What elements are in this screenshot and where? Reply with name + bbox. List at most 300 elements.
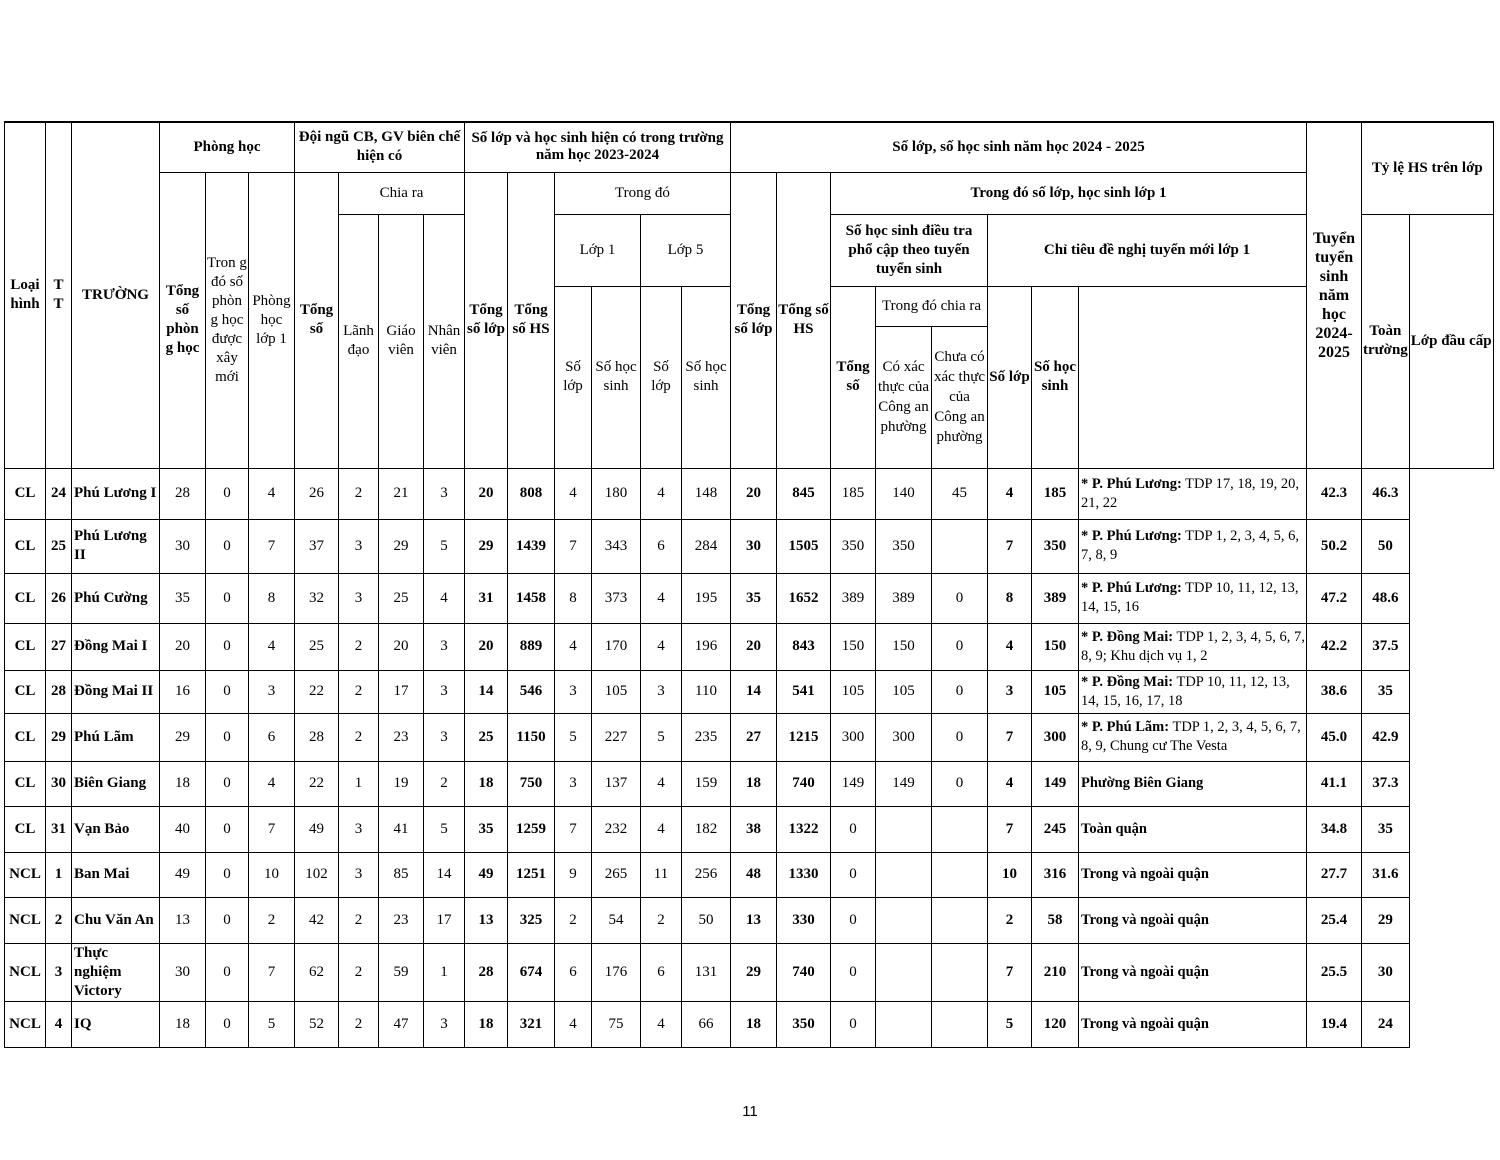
group-trong-do-chia-ra: Trong đó chia ra: [876, 286, 988, 326]
cell-ty-le-lop-dau-cap: 29: [1362, 897, 1410, 943]
col-truong: TRƯỜNG: [72, 122, 160, 468]
cell-value: 227: [592, 713, 641, 761]
cell-value: 14: [731, 670, 777, 713]
route-area-name: Trong và ngoài quận: [1081, 911, 1209, 928]
cell-value: 0: [206, 1001, 249, 1047]
cell-value: 1251: [508, 852, 555, 897]
cell-value: 1: [424, 943, 465, 1001]
table-row: [5, 573, 1494, 623]
cell-ty-le-lop-dau-cap: 35: [1362, 806, 1410, 852]
cell-value: 0: [206, 761, 249, 806]
col-tong-so-hs-2024: Tổng số HS: [777, 172, 831, 468]
cell-value: 0: [206, 943, 249, 1001]
cell-value: 1458: [508, 573, 555, 623]
cell-value: 0: [831, 1001, 876, 1047]
cell-value: 2: [988, 897, 1032, 943]
cell-ty-le-lop-dau-cap: 46.3: [1362, 468, 1410, 519]
cell-ty-le-lop-dau-cap: 48.6: [1362, 573, 1410, 623]
cell-value: 105: [831, 670, 876, 713]
table-row: [5, 897, 1494, 943]
cell-value: 2: [555, 897, 592, 943]
cell-value: [932, 943, 988, 1001]
cell-value: 321: [508, 1001, 555, 1047]
cell-value: 159: [682, 761, 731, 806]
cell-value: 265: [592, 852, 641, 897]
cell-value: 196: [682, 623, 731, 670]
cell-value: 5: [249, 1001, 295, 1047]
col-phong-xay-moi: Tron g đó số phòn g học được xây mới: [206, 172, 249, 468]
table-row: [5, 761, 1494, 806]
table-row: [5, 468, 1494, 519]
col-giao-vien: Giáo viên: [379, 214, 424, 468]
col-toan-truong: Toàn trường: [1362, 214, 1410, 468]
cell-value: 23: [379, 897, 424, 943]
col-lop-dau-cap: Lớp đầu cấp: [1409, 214, 1493, 468]
cell-value: 3: [424, 713, 465, 761]
cell-value: 350: [831, 519, 876, 573]
cell-value: [932, 897, 988, 943]
cell-value: 4: [988, 623, 1032, 670]
cell-value: 85: [379, 852, 424, 897]
cell-value: 0: [206, 623, 249, 670]
cell-value: 58: [1032, 897, 1079, 943]
table-row: [5, 806, 1494, 852]
cell-value: 20: [731, 468, 777, 519]
cell-ty-le-lop-dau-cap: 35: [1362, 670, 1410, 713]
table-row: [5, 623, 1494, 670]
cell-value: 0: [932, 623, 988, 670]
cell-tuyen-tuyen-sinh: [1079, 519, 1307, 573]
cell-value: 105: [876, 670, 932, 713]
cell-value: 373: [592, 573, 641, 623]
cell-ty-le-toan-truong: 42.3: [1307, 468, 1362, 519]
cell-value: 14: [465, 670, 508, 713]
cell-value: 1505: [777, 519, 831, 573]
cell-value: 7: [249, 943, 295, 1001]
col-tong-so-lop-2023: Tổng số lớp: [465, 172, 508, 468]
cell-truong: Thực nghiệm Victory: [72, 943, 160, 1001]
cell-value: 25: [379, 573, 424, 623]
cell-value: 0: [206, 806, 249, 852]
cell-value: 1215: [777, 713, 831, 761]
cell-value: 750: [508, 761, 555, 806]
cell-value: 674: [508, 943, 555, 1001]
cell-value: 2: [339, 623, 379, 670]
cell-value: 5: [555, 713, 592, 761]
group-trong-do-lop1: Trong đó số lớp, học sinh lớp 1: [831, 172, 1307, 214]
cell-truong: Phú Lương II: [72, 519, 160, 573]
cell-value: 20: [731, 623, 777, 670]
cell-value: 105: [1032, 670, 1079, 713]
col-tong-so-lop-2024: Tổng số lớp: [731, 172, 777, 468]
cell-tt: 3: [46, 943, 72, 1001]
cell-truong: Phú Lương I: [72, 468, 160, 519]
cell-value: 0: [932, 713, 988, 761]
cell-value: 42: [295, 897, 339, 943]
cell-value: 31: [465, 573, 508, 623]
cell-value: 18: [465, 1001, 508, 1047]
cell-ty-le-toan-truong: 27.7: [1307, 852, 1362, 897]
cell-value: 3: [988, 670, 1032, 713]
cell-value: 49: [465, 852, 508, 897]
cell-value: 4: [988, 761, 1032, 806]
col-phong-hoc-lop1: Phòng học lớp 1: [249, 172, 295, 468]
route-area-name: * P. Phú Lương:: [1081, 580, 1182, 596]
cell-value: 0: [206, 713, 249, 761]
cell-value: 389: [1032, 573, 1079, 623]
table-row: [5, 943, 1494, 1001]
cell-value: 20: [379, 623, 424, 670]
cell-value: 110: [682, 670, 731, 713]
cell-value: 3: [339, 573, 379, 623]
cell-value: 7: [988, 943, 1032, 1001]
cell-value: 343: [592, 519, 641, 573]
cell-value: 54: [592, 897, 641, 943]
cell-value: 0: [831, 897, 876, 943]
cell-value: 16: [160, 670, 206, 713]
cell-loai-hinh: CL: [5, 623, 46, 670]
cell-value: 4: [555, 468, 592, 519]
cell-value: 3: [424, 1001, 465, 1047]
cell-tuyen-tuyen-sinh: [1079, 943, 1307, 1001]
route-area-name: * P. Phú Lương:: [1081, 528, 1182, 544]
cell-value: 29: [160, 713, 206, 761]
cell-value: 1259: [508, 806, 555, 852]
cell-value: 843: [777, 623, 831, 670]
cell-value: 149: [831, 761, 876, 806]
cell-value: 28: [295, 713, 339, 761]
group-lop5: Lớp 5: [641, 214, 731, 286]
cell-value: 30: [160, 943, 206, 1001]
cell-ty-le-toan-truong: 41.1: [1307, 761, 1362, 806]
cell-value: 2: [339, 468, 379, 519]
cell-value: 316: [1032, 852, 1079, 897]
cell-tt: 1: [46, 852, 72, 897]
cell-value: 180: [592, 468, 641, 519]
route-area-name: * P. Phú Lãm:: [1081, 719, 1170, 735]
cell-value: 0: [206, 852, 249, 897]
route-area-name: Trong và ngoài quận: [1081, 866, 1209, 882]
cell-ty-le-toan-truong: 34.8: [1307, 806, 1362, 852]
cell-value: 0: [932, 573, 988, 623]
col-tong-so-phong-hoc: Tổng số phòn g học: [160, 172, 206, 468]
cell-value: 7: [988, 713, 1032, 761]
cell-value: 185: [831, 468, 876, 519]
cell-value: 48: [731, 852, 777, 897]
col-so-lop-chi-tieu: Số lớp: [988, 286, 1032, 468]
cell-value: 389: [831, 573, 876, 623]
cell-truong: Đồng Mai II: [72, 670, 160, 713]
col-so-lop-lop1: Số lớp: [555, 286, 592, 468]
cell-value: 330: [777, 897, 831, 943]
cell-truong: Phú Cường: [72, 573, 160, 623]
cell-value: 740: [777, 943, 831, 1001]
cell-value: 182: [682, 806, 731, 852]
cell-value: 8: [249, 573, 295, 623]
cell-value: 149: [876, 761, 932, 806]
cell-tt: 29: [46, 713, 72, 761]
cell-value: 47: [379, 1001, 424, 1047]
cell-tuyen-tuyen-sinh: [1079, 573, 1307, 623]
cell-tuyen-tuyen-sinh: [1079, 852, 1307, 897]
cell-value: 6: [555, 943, 592, 1001]
cell-value: 22: [295, 761, 339, 806]
cell-tt: 31: [46, 806, 72, 852]
cell-value: 4: [641, 1001, 682, 1047]
cell-value: 3: [424, 670, 465, 713]
cell-value: 52: [295, 1001, 339, 1047]
route-area-name: * P. Phú Lương:: [1081, 475, 1182, 492]
route-details: TDP 10, 11, 12, 13, 14, 15, 16: [1081, 580, 1299, 615]
group-chia-ra: Chia ra: [339, 172, 465, 214]
cell-value: [876, 1001, 932, 1047]
route-area-name: Trong và ngoài quận: [1081, 1015, 1209, 1032]
cell-value: 30: [731, 519, 777, 573]
cell-loai-hinh: NCL: [5, 852, 46, 897]
cell-tuyen-tuyen-sinh: [1079, 623, 1307, 670]
cell-value: 3: [249, 670, 295, 713]
cell-value: 75: [592, 1001, 641, 1047]
cell-ty-le-lop-dau-cap: 50: [1362, 519, 1410, 573]
cell-value: 17: [424, 897, 465, 943]
cell-value: [876, 806, 932, 852]
table-row: [5, 852, 1494, 897]
cell-value: 150: [876, 623, 932, 670]
cell-ty-le-lop-dau-cap: 37.5: [1362, 623, 1410, 670]
cell-value: 4: [641, 761, 682, 806]
cell-value: 37: [295, 519, 339, 573]
cell-truong: Đồng Mai I: [72, 623, 160, 670]
cell-value: 1: [339, 761, 379, 806]
cell-value: 4: [641, 468, 682, 519]
route-area-name: Toàn quận: [1081, 820, 1147, 837]
cell-ty-le-lop-dau-cap: 37.3: [1362, 761, 1410, 806]
cell-value: 2: [641, 897, 682, 943]
cell-value: [876, 852, 932, 897]
col-tong-so-dieu-tra: Tổng số: [831, 286, 876, 468]
group-so-hs-dieu-tra: Số học sinh điều tra phổ cập theo tuyến tuyển sinh: [831, 214, 988, 286]
cell-ty-le-toan-truong: 47.2: [1307, 573, 1362, 623]
route-area-name: * P. Đồng Mai:: [1081, 628, 1174, 645]
col-so-hs-lop5: Số học sinh: [682, 286, 731, 468]
cell-ty-le-lop-dau-cap: 42.9: [1362, 713, 1410, 761]
cell-value: 150: [831, 623, 876, 670]
cell-value: 137: [592, 761, 641, 806]
cell-ty-le-toan-truong: 19.4: [1307, 1001, 1362, 1047]
cell-value: 845: [777, 468, 831, 519]
cell-loai-hinh: CL: [5, 670, 46, 713]
cell-truong: IQ: [72, 1001, 160, 1047]
cell-value: 18: [731, 1001, 777, 1047]
cell-value: 23: [379, 713, 424, 761]
cell-value: 300: [1032, 713, 1079, 761]
col-loai-hinh: Loại hình: [5, 122, 46, 468]
col-tuyen-tuyen-sinh: Tuyển tuyển sinh năm học 2024-2025: [1307, 122, 1362, 468]
cell-value: 185: [1032, 468, 1079, 519]
cell-value: 6: [249, 713, 295, 761]
cell-value: 546: [508, 670, 555, 713]
cell-value: 62: [295, 943, 339, 1001]
cell-loai-hinh: CL: [5, 468, 46, 519]
cell-value: 13: [160, 897, 206, 943]
cell-value: 148: [682, 468, 731, 519]
table-row: [5, 1001, 1494, 1047]
cell-value: 350: [876, 519, 932, 573]
cell-value: 1322: [777, 806, 831, 852]
cell-value: 889: [508, 623, 555, 670]
cell-value: 4: [641, 806, 682, 852]
cell-value: 20: [465, 623, 508, 670]
cell-value: 3: [339, 806, 379, 852]
cell-value: 3: [424, 468, 465, 519]
cell-value: 284: [682, 519, 731, 573]
cell-value: 9: [555, 852, 592, 897]
cell-value: 4: [249, 623, 295, 670]
cell-tuyen-tuyen-sinh: [1079, 468, 1307, 519]
cell-value: 210: [1032, 943, 1079, 1001]
cell-value: 40: [160, 806, 206, 852]
cell-value: 22: [295, 670, 339, 713]
cell-value: 2: [339, 943, 379, 1001]
cell-tuyen-tuyen-sinh: [1079, 713, 1307, 761]
cell-value: 4: [249, 468, 295, 519]
cell-value: [876, 943, 932, 1001]
cell-value: 350: [777, 1001, 831, 1047]
cell-value: 105: [592, 670, 641, 713]
cell-value: 25: [295, 623, 339, 670]
cell-loai-hinh: CL: [5, 519, 46, 573]
cell-value: 740: [777, 761, 831, 806]
cell-value: 176: [592, 943, 641, 1001]
col-tt: T T: [46, 122, 72, 468]
cell-value: 18: [160, 1001, 206, 1047]
cell-value: 29: [379, 519, 424, 573]
col-so-lop-lop5: Số lớp: [641, 286, 682, 468]
col-chua-xac-thuc: Chưa có xác thực của Công an phường: [932, 326, 988, 468]
group-doi-ngu: Đội ngũ CB, GV biên chế hiện có: [295, 122, 465, 172]
cell-truong: Biên Giang: [72, 761, 160, 806]
col-lanh-dao: Lãnh đạo: [339, 214, 379, 468]
cell-tt: 2: [46, 897, 72, 943]
cell-value: 45: [932, 468, 988, 519]
cell-tt: 26: [46, 573, 72, 623]
cell-value: [932, 852, 988, 897]
cell-value: 18: [465, 761, 508, 806]
cell-value: 2: [339, 670, 379, 713]
col-so-hs-chi-tieu: Số học sinh: [1032, 286, 1079, 468]
cell-value: [932, 519, 988, 573]
cell-value: 2: [424, 761, 465, 806]
cell-truong: Chu Văn An: [72, 897, 160, 943]
cell-value: 11: [641, 852, 682, 897]
cell-value: 3: [555, 761, 592, 806]
cell-value: 29: [465, 519, 508, 573]
cell-tuyen-tuyen-sinh: [1079, 897, 1307, 943]
cell-tt: 28: [46, 670, 72, 713]
cell-value: 3: [339, 852, 379, 897]
cell-loai-hinh: NCL: [5, 1001, 46, 1047]
cell-value: 26: [295, 468, 339, 519]
table-row: [5, 519, 1494, 573]
cell-ty-le-toan-truong: 25.5: [1307, 943, 1362, 1001]
table-body: [5, 468, 1494, 1047]
cell-value: 389: [876, 573, 932, 623]
cell-tuyen-tuyen-sinh: [1079, 806, 1307, 852]
col-so-hs-lop1: Số học sinh: [592, 286, 641, 468]
table-row: [5, 713, 1494, 761]
cell-value: 66: [682, 1001, 731, 1047]
group-phong-hoc: Phòng học: [160, 122, 295, 172]
cell-value: 3: [641, 670, 682, 713]
cell-ty-le-toan-truong: 25.4: [1307, 897, 1362, 943]
group-ty-le: Tỷ lệ HS trên lớp: [1362, 122, 1494, 214]
cell-tt: 4: [46, 1001, 72, 1047]
cell-ty-le-toan-truong: 45.0: [1307, 713, 1362, 761]
cell-value: 256: [682, 852, 731, 897]
cell-value: 0: [831, 852, 876, 897]
cell-value: 170: [592, 623, 641, 670]
route-details: TDP 1, 2, 3, 4, 5, 6, 7, 8, 9, Chung cư The Vesta: [1081, 719, 1301, 754]
cell-value: 325: [508, 897, 555, 943]
cell-loai-hinh: NCL: [5, 897, 46, 943]
cell-value: 27: [731, 713, 777, 761]
cell-value: 232: [592, 806, 641, 852]
cell-value: 32: [295, 573, 339, 623]
cell-value: 4: [641, 573, 682, 623]
cell-value: 102: [295, 852, 339, 897]
table-row: [5, 670, 1494, 713]
cell-value: 6: [641, 519, 682, 573]
cell-value: 10: [988, 852, 1032, 897]
cell-value: 17: [379, 670, 424, 713]
cell-value: 41: [379, 806, 424, 852]
cell-loai-hinh: CL: [5, 713, 46, 761]
cell-value: 195: [682, 573, 731, 623]
route-details: TDP 1, 2, 3, 4, 5, 6, 7, 8, 9; Khu dịch vụ 1, 2: [1081, 628, 1305, 664]
cell-value: 0: [831, 943, 876, 1001]
cell-value: 1439: [508, 519, 555, 573]
cell-value: 19: [379, 761, 424, 806]
cell-value: 7: [249, 519, 295, 573]
cell-value: 35: [465, 806, 508, 852]
cell-tt: 24: [46, 468, 72, 519]
cell-value: 0: [206, 573, 249, 623]
cell-value: 25: [465, 713, 508, 761]
cell-value: [932, 1001, 988, 1047]
cell-value: 28: [160, 468, 206, 519]
cell-tt: 27: [46, 623, 72, 670]
group-so-lop-2023: Số lớp và học sinh hiện có trong trường năm học 2023-2024: [465, 122, 731, 172]
route-details: TDP 1, 2, 3, 4, 5, 6, 7, 8, 9: [1081, 528, 1300, 563]
cell-value: 4: [555, 623, 592, 670]
cell-value: 10: [249, 852, 295, 897]
cell-tuyen-tuyen-sinh: [1079, 1001, 1307, 1047]
cell-truong: Ban Mai: [72, 852, 160, 897]
cell-value: 0: [206, 468, 249, 519]
cell-ty-le-lop-dau-cap: 30: [1362, 943, 1410, 1001]
cell-loai-hinh: CL: [5, 806, 46, 852]
cell-value: 3: [555, 670, 592, 713]
group-lop1: Lớp 1: [555, 214, 641, 286]
cell-value: 7: [249, 806, 295, 852]
col-co-xac-thuc: Có xác thực của Công an phường: [876, 326, 932, 468]
cell-value: 541: [777, 670, 831, 713]
cell-value: 1150: [508, 713, 555, 761]
cell-value: 0: [932, 761, 988, 806]
cell-value: 7: [988, 519, 1032, 573]
cell-value: 131: [682, 943, 731, 1001]
cell-value: 20: [160, 623, 206, 670]
